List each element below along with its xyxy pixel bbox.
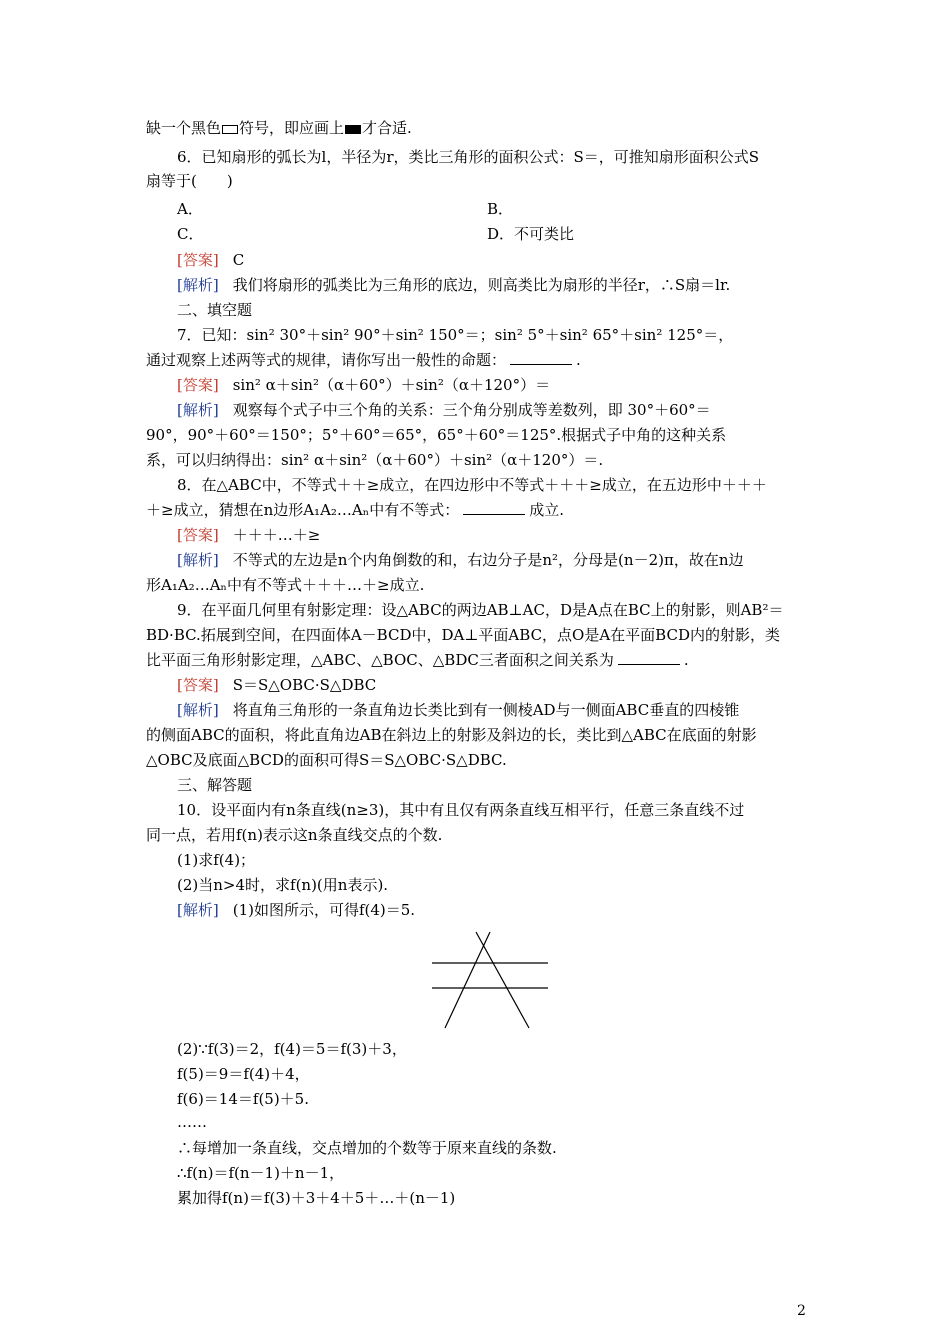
q7-line2-end: . [576,351,581,369]
q10-step2: f(5)＝9＝f(4)＋4， [177,1065,310,1083]
q6-analysis [177,273,839,297]
q10-step4: …… [177,1113,207,1131]
intro-text-1: 缺一个黑色 [146,119,222,137]
answer-tag: [答案] [177,526,219,544]
analysis-tag: [解析] [177,701,219,719]
answer-tag: [答案] [177,676,219,694]
intro-text-2: 符号，即应画上 [239,119,345,137]
q9-analysis-2: 的侧面ABC的面积，将此直角边AB在斜边上的射影及斜边的长，类比到△ABC在底面的射影 [146,726,757,744]
q10-line2: 同一点，若用f(n)表示这n条直线交点的个数. [146,826,443,844]
analysis-tag: [解析] [177,276,219,294]
analysis-tag: [解析] [177,551,219,569]
q7-answer-text: sin² α＋sin²（α＋60°）＋sin²（α＋120°）＝ [232,376,551,394]
q8-analysis-1: 不等式的左边是n个内角倒数的和，右边分子是n²，分母是(n－2)π，故在n边 [232,551,744,569]
q6-analysis-text: 我们将扇形的弧类比为三角形的底边，则高类比为扇形的半径r，∴S扇＝lr. [232,276,731,294]
intro-text-3: 才合适. [362,119,412,137]
q6-answer [177,248,839,272]
q10-analysis [177,898,839,922]
q10-step3: f(6)＝14＝f(5)＋5. [177,1090,309,1108]
answer-tag: [答案] [177,251,219,269]
q8-answer [177,523,839,547]
hollow-rectangle-symbol [222,125,238,134]
q9-line2: BD·BC.拓展到空间，在四面体A－BCD中，DA⊥平面ABC，点O是A在平面BCD内的射影，类 [146,626,780,644]
q9-analysis-3: △OBC及底面△BCD的面积可得S＝S△OBC·S△DBC. [146,751,507,769]
q8-analysis [177,548,839,572]
q10-analysis-1: (1)如图所示，可得f(4)＝5. [232,901,416,919]
q9-line1: 9．在平面几何里有射影定理：设△ABC的两边AB⊥AC，D是A点在BC上的射影，则AB²＝ [177,601,784,619]
q7-line2-text: 通过观察上述两等式的规律，请你写出一般性的命题： [146,351,507,369]
filled-rectangle-symbol [345,125,361,134]
q6-stem: 6．已知扇形的弧长为l，半径为r，类比三角形的面积公式：S＝，可推知扇形面积公式S [177,148,760,166]
q8-answer-text: ＋＋＋…＋≥ [232,526,321,544]
analysis-tag: [解析] [177,401,219,419]
analysis-tag: [解析] [177,901,219,919]
q9-answer [177,673,839,697]
answer-tag: [答案] [177,376,219,394]
q9-line3-text: 比平面三角形射影定理，△ABC、△BOC、△BDC三者面积之间关系为 [146,651,614,669]
section-3-heading: 三、解答题 [177,776,253,794]
q10-step5: ∴每增加一条直线，交点增加的个数等于原来直线的条数. [177,1139,557,1157]
q9-line3 [146,648,808,672]
q10-line1: 10．设平面内有n条直线(n≥3)，其中有且仅有两条直线互相平行，任意三条直线不过 [177,801,745,819]
q7-line1: 7．已知：sin² 30°＋sin² 90°＋sin² 150°＝；sin² 5°＋sin² 65°＋sin² 125°＝， [177,326,734,344]
crossing-line-2 [476,932,529,1028]
q7-analysis-2: 90°，90°＋60°＝150°；5°＋60°＝65°，65°＋60°＝125°.根据式子中角的这种关系 [146,426,727,444]
page-number: 2 [797,1303,806,1319]
q6-option-d: D．不可类比 [487,225,575,243]
intro-line [146,116,808,140]
q7-analysis [177,398,839,422]
q9-blank [618,650,680,665]
q6-stem-2: 扇等于( ) [146,172,233,190]
q8-blank [463,500,525,515]
q8-line2-end: 成立. [529,501,565,519]
four-lines-figure [432,930,552,1030]
q8-line2-text: ＋≥成立，猜想在n边形A₁A₂…Aₙ中有不等式： [146,501,460,519]
q10-step1: (2)∵f(3)＝2，f(4)＝5＝f(3)＋3， [177,1040,407,1058]
q6-option-b: B． [487,200,514,218]
q9-analysis-1: 将直角三角形的一条直角边长类比到有一侧棱AD与一侧面ABC垂直的四棱锥 [232,701,740,719]
q9-line3-end: . [683,651,689,669]
section-2-heading: 二、填空题 [177,301,253,319]
q7-line2 [146,348,808,372]
q10-step6: ∴f(n)＝f(n－1)＋n－1， [177,1164,345,1182]
q7-answer [177,373,839,397]
q8-analysis-2: 形A₁A₂…Aₙ中有不等式＋＋＋…＋≥成立. [146,576,425,594]
q6-option-c: C． [177,225,204,243]
q7-blank [510,350,572,365]
q7-analysis-1: 观察每个式子中三个角的关系：三个角分别成等差数列，即 30°＋60°＝ [232,401,711,419]
q9-analysis [177,698,839,722]
crossing-line-1 [445,932,490,1028]
q8-line2 [146,498,808,522]
q8-line1: 8．在△ABC中，不等式＋＋≥成立，在四边形中不等式＋＋＋≥成立，在五边形中＋＋＋ [177,476,767,494]
q10-part2: (2)当n>4时，求f(n)(用n表示). [177,876,389,894]
q9-answer-text: S＝S△OBC·S△DBC [232,676,377,694]
q6-answer-text: C [232,251,245,269]
q7-analysis-3: 系，可以归纳得出：sin² α＋sin²（α＋60°）＋sin²（α＋120°）＝. [146,451,604,469]
q10-step7: 累加得f(n)＝f(3)＋3＋4＋5＋…＋(n－1) [177,1189,456,1207]
q6-option-a: A． [177,200,203,218]
q10-part1: (1)求f(4)； [177,851,256,869]
